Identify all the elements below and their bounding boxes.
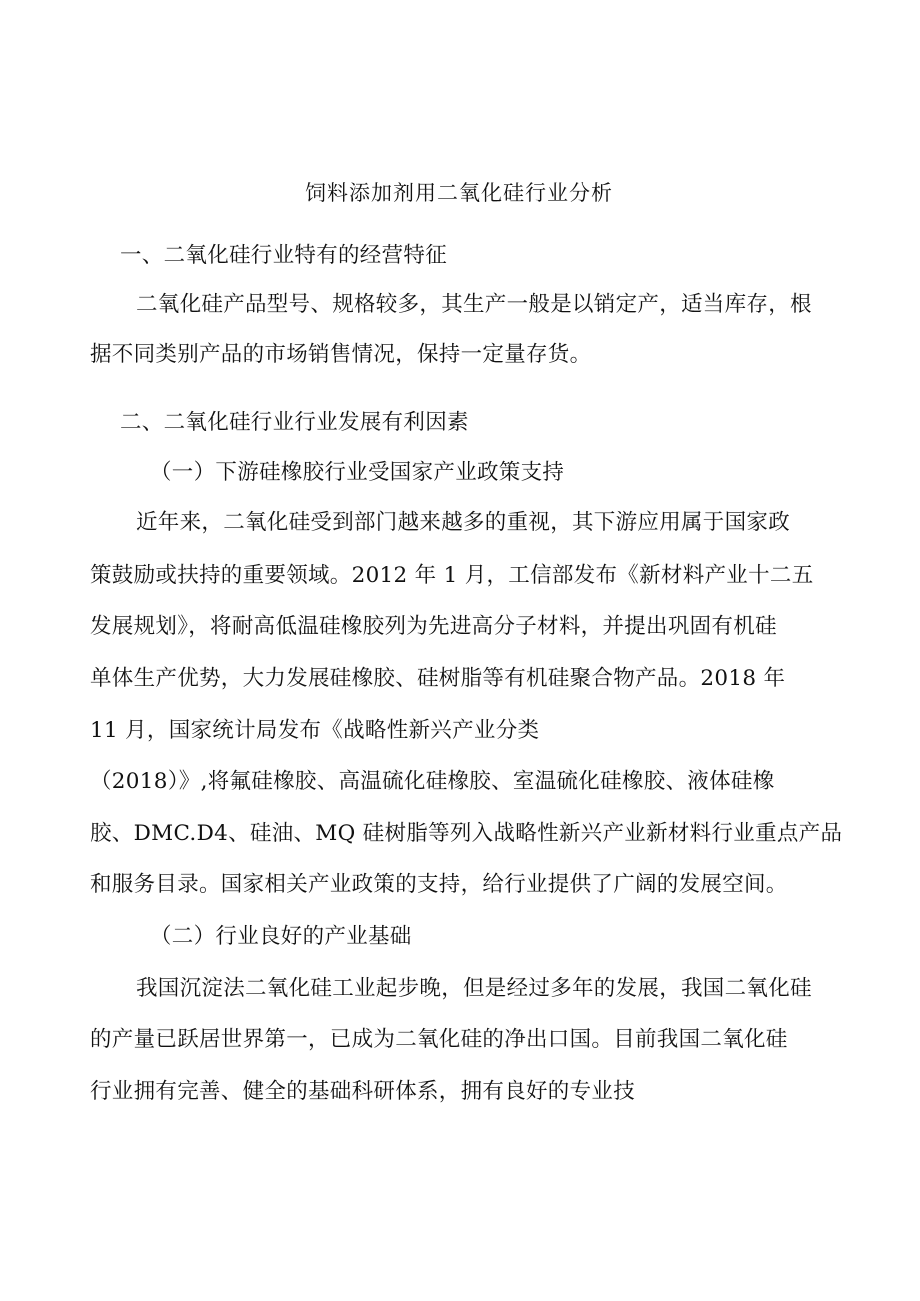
paragraph-line: 二氧化硅产品型号、规格较多，其生产一般是以销定产，适当库存，根	[136, 292, 812, 317]
paragraph-line: 11 月，国家统计局发布《战略性新兴产业分类	[90, 718, 540, 743]
section-heading-1: 一、二氧化硅行业特有的经营特征	[120, 243, 448, 268]
paragraph-line: 策鼓励或扶持的重要领域。2012 年 1 月，工信部发布《新材料产业十二五	[90, 563, 814, 588]
paragraph-line: 近年来，二氧化硅受到部门越来越多的重视，其下游应用属于国家政	[136, 510, 791, 535]
paragraph-line: （2018）》,将氟硅橡胶、高温硫化硅橡胶、室温硫化硅橡胶、液体硅橡	[90, 769, 775, 794]
subsection-heading-2: （二）行业良好的产业基础	[150, 924, 412, 949]
paragraph-line: 和服务目录。国家相关产业政策的支持，给行业提供了广阔的发展空间。	[90, 872, 788, 897]
document-title: 饲料添加剂用二氧化硅行业分析	[305, 181, 613, 205]
paragraph-line: 发展规划》，将耐高低温硅橡胶列为先进高分子材料，并提出巩固有机硅	[90, 614, 777, 639]
paragraph-line: 我国沉淀法二氧化硅工业起步晚，但是经过多年的发展，我国二氧化硅	[136, 976, 812, 1001]
section-heading-2: 二、二氧化硅行业行业发展有利因素	[120, 410, 469, 435]
paragraph-line: 据不同类别产品的市场销售情况，保持一定量存货。	[90, 342, 592, 367]
paragraph-line: 单体生产优势，大力发展硅橡胶、硅树脂等有机硅聚合物产品。2018 年	[90, 666, 786, 691]
paragraph-line: 的产量已跃居世界第一，已成为二氧化硅的净出口国。目前我国二氧化硅	[90, 1027, 788, 1052]
paragraph-line: 胶、DMC.D4、硅油、MQ 硅树脂等列入战略性新兴产业新材料行业重点产品	[90, 821, 843, 846]
subsection-heading-1: （一）下游硅橡胶行业受国家产业政策支持	[150, 460, 565, 485]
paragraph-line: 行业拥有完善、健全的基础科研体系，拥有良好的专业技	[90, 1079, 636, 1104]
